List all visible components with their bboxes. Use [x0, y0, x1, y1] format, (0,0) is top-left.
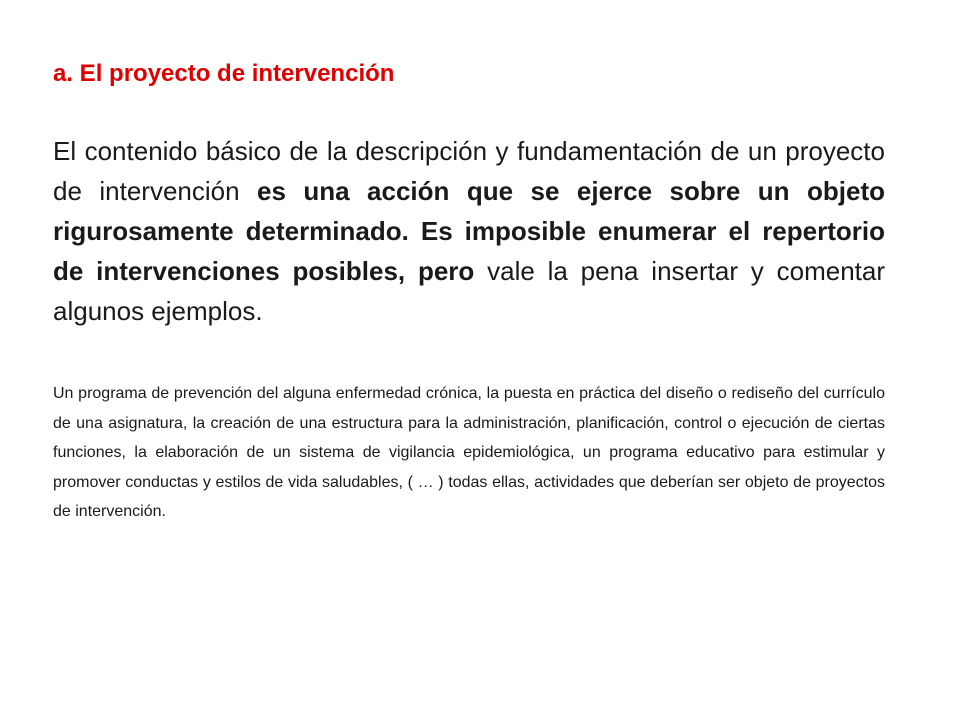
- intro-paragraph: [53, 131, 885, 331]
- examples-paragraph: Un programa de prevención del alguna enfermedad crónica, la puesta en práctica del diseño o rediseño del currículo de una asignatura, la creación de una estructura para la administración, planificación, control o ejecución de ciertas funciones, la elaboración de un sistema de vigilancia epidemiológica, un programa educativo para estimular y promover conductas y estilos de vida saludables, ( … ) todas ellas, actividades que deberían ser objeto de proyectos de intervención.: [53, 385, 885, 521]
- intro-text-start: El contenido básico de la descripción y fundamentación de un proyecto de intervención: [53, 136, 885, 206]
- slide-title: a. El proyecto de intervención: [53, 60, 395, 87]
- intro-bold-text: es una acción que se ejerce sobre un objeto rigurosamente determinado. Es imposible enumerar el repertorio de intervenciones posibles, pero: [53, 176, 885, 286]
- intro-text-end: vale la pena insertar y comentar algunos ejemplos.: [53, 256, 885, 326]
